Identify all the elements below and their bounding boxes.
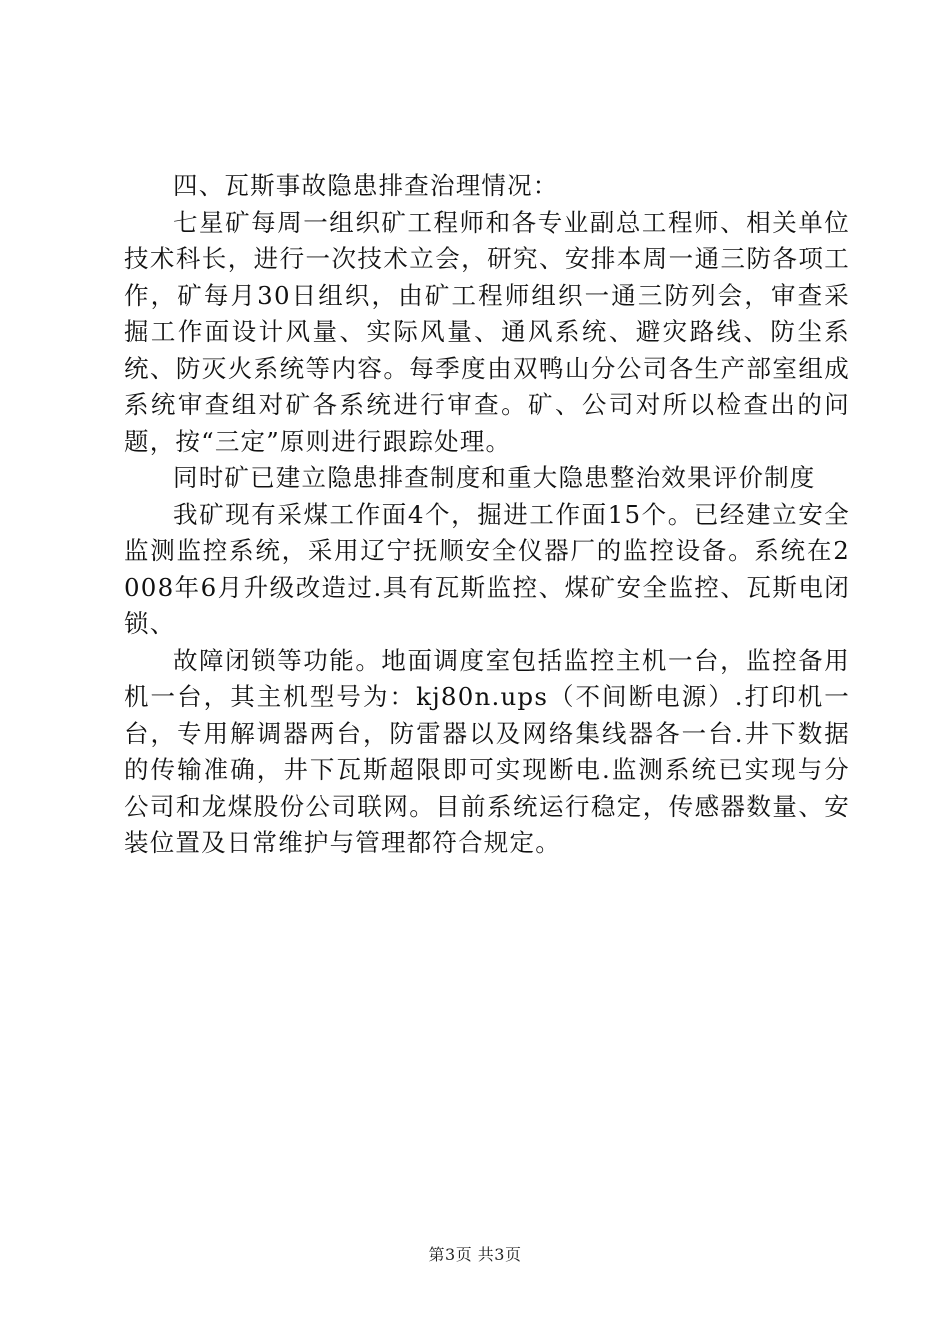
paragraph-monitoring-system: 我矿现有采煤工作面4个，掘进工作面15个。已经建立安全监测监控系统，采用辽宁抚顺安全仪器厂的监控设备。系统在2008年6月升级改造过.具有瓦斯监控、煤矿安全监控、瓦斯电闭锁、 — [124, 499, 850, 638]
paragraph-fault-locking: 故障闭锁等功能。地面调度室包括监控主机一台，监控备用机一台，其主机型号为：kj80n.ups（不间断电源）.打印机一台，专用解调器两台，防雷器以及网络集线器各一台.井下数据的传输准确，井下瓦斯超限即可实现断电.监测系统已实现与分公司和龙煤股份公司联网。目前系统运行稳定，传感器数量、安装位置及日常维护与管理都符合规定。 — [124, 645, 850, 857]
page-footer: 第3页 共3页 — [428, 1245, 522, 1264]
document-body — [124, 168, 850, 862]
section-heading: 四、瓦斯事故隐患排查治理情况： — [173, 171, 559, 200]
paragraph-hazard-system: 同时矿已建立隐患排查制度和重大隐患整治效果评价制度 — [173, 463, 816, 492]
paragraph-review-meetings: 七星矿每周一组织矿工程师和各专业副总工程师、相关单位技术科长，进行一次技术立会，研究、安排本周一通三防各项工作，矿每月30日组织，由矿工程师组织一通三防列会，审查采掘工作面设计风量、实际风量、通风系统、避灾路线、防尘系统、防灭火系统等内容。每季度由双鸭山分公司各生产部室组成系统审查组对矿各系统进行审查。矿、公司对所以检查出的问题，按“三定”原则进行跟踪处理。 — [124, 207, 850, 456]
